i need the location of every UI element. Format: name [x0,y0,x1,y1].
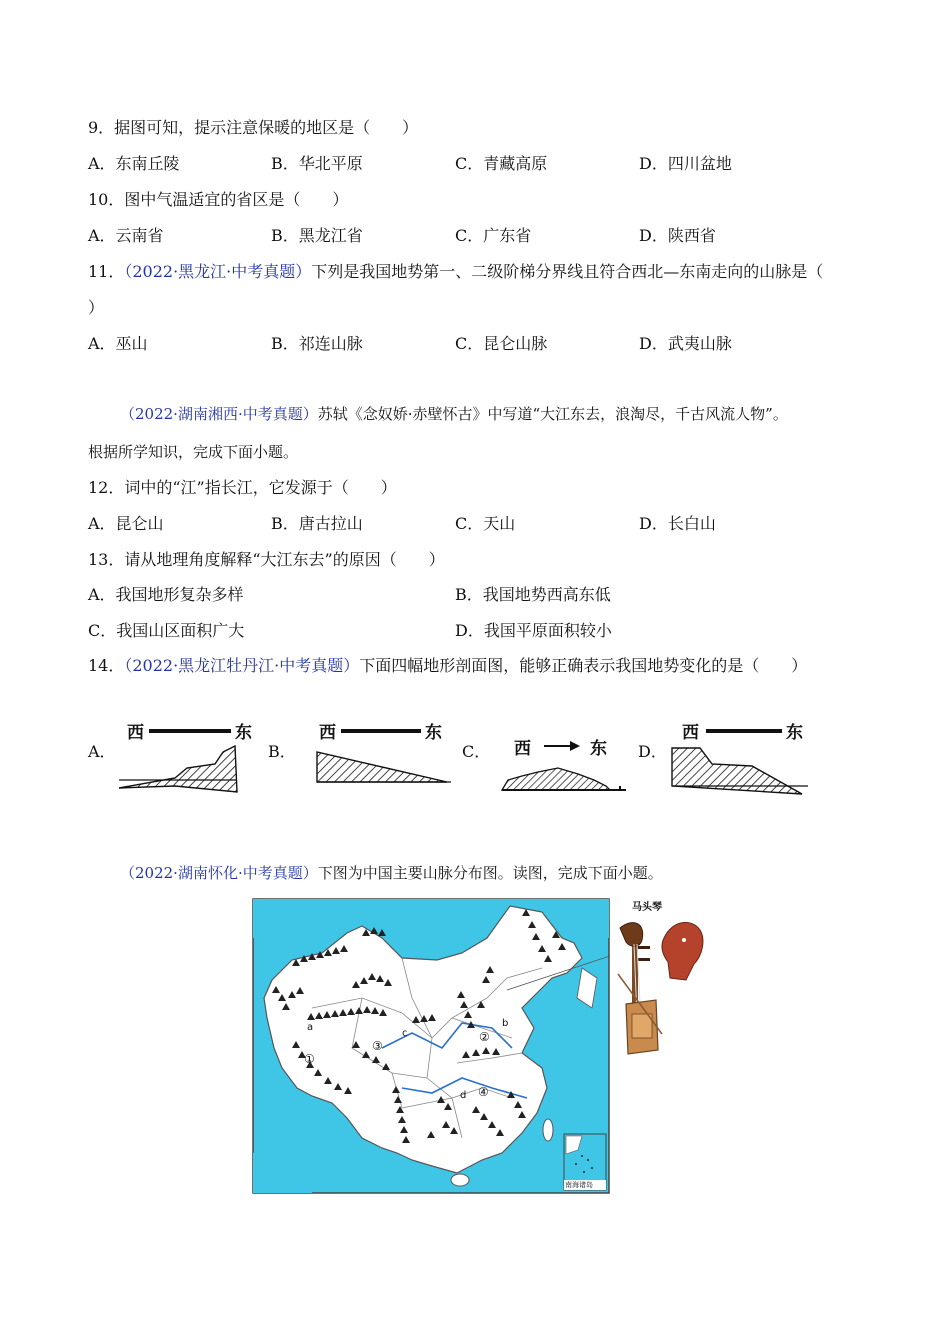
q11-stem: 11．（2022·黑龙江·中考真题）下列是我国地势第一、二级阶梯分界线且符合西北—东南走向的山脉是（ [88,262,824,281]
profile-a-graph [115,716,265,798]
profile-b-west: 西 [319,723,336,743]
svg-text:①: ① [304,1052,315,1066]
q14-option-c: C． [462,742,491,761]
intro12-text: 苏轼《念奴娇·赤壁怀古》中写道“大江东去，浪淘尽，千古风流人物”。 [317,405,788,423]
instrument-label: 马头琴 [632,902,662,913]
q11-option-d: D．武夷山脉 [639,334,732,353]
profile-d [668,716,813,798]
matouqin-graphic [612,914,708,1064]
intro15-text: 下图为中国主要山脉分布图。读图，完成下面小题。 [317,864,663,882]
q14-stem [88,656,807,676]
profile-d-east: 东 [786,723,803,743]
q10-stem: 10．图中气温适宜的省区是（ ） [88,190,349,209]
profile-c [498,734,633,798]
q11-stem-line2: ） [88,298,105,317]
profile-c-west: 西 [514,739,531,759]
profile-c-east: 东 [590,739,607,759]
svg-text:④: ④ [478,1085,489,1099]
q11-option-c: C．昆仑山脉 [455,334,548,353]
intro12-source: （2022·湖南湘西·中考真题） [120,405,318,423]
q9-stem: 9．据图可知，提示注意保暖的地区是（ ） [88,118,419,137]
q11-option-a: A．巫山 [88,334,148,353]
q13-option-a: A．我国地形复杂多样 [88,585,244,604]
profile-b-east: 东 [425,723,442,743]
china-mountain-map [252,898,610,1194]
q13-option-c: C．我国山区面积广大 [88,621,245,640]
q11-option-b: B．祁连山脉 [271,334,363,353]
intro15-source: （2022·湖南怀化·中考真题） [120,864,318,882]
q11-source: （2022·黑龙江·中考真题） [124,262,312,281]
q14-stem-text: 下面四幅地形剖面图，能够正确表示我国地势变化的是（ ） [359,656,808,675]
q12-option-b: B．唐古拉山 [271,514,363,533]
profile-b-graph [315,716,455,798]
q9-option-a: A．东南丘陵 [88,154,180,173]
svg-text:c: c [402,1028,408,1039]
q14-number: 14． [88,656,125,675]
profile-a [115,716,265,798]
svg-text:③: ③ [372,1039,383,1053]
q13-stem: 13．请从地理角度解释“大江东去”的原因（ ） [88,550,445,569]
q14-source: （2022·黑龙江牡丹江·中考真题） [124,656,360,675]
q14-option-b: B． [268,742,296,761]
profile-a-west: 西 [127,723,144,743]
profile-a-east: 东 [235,723,252,743]
intro15-line [120,863,663,883]
profile-c-graph [498,734,633,798]
q13-option-d: D．我国平原面积较小 [455,621,612,640]
q10-option-b: B．黑龙江省 [271,226,363,245]
q14-option-d: D． [638,742,667,761]
svg-text:a: a [307,1022,314,1033]
intro12-line1 [120,404,788,424]
q9-option-d: D．四川盆地 [639,154,732,173]
q9-option-c: C．青藏高原 [455,154,548,173]
q10-option-c: C．广东省 [455,226,532,245]
q13-option-b: B．我国地势西高东低 [455,585,611,604]
profile-b [315,716,455,798]
profile-d-west: 西 [682,723,699,743]
matouqin-illustration [612,902,708,1052]
q12-option-a: A．昆仑山 [88,514,164,533]
q10-option-a: A．云南省 [88,226,164,245]
svg-text:d: d [460,1090,467,1101]
q12-option-c: C．天山 [455,514,516,533]
svg-text:b: b [502,1018,509,1029]
svg-text:②: ② [479,1030,490,1044]
inset-label: 南海诸岛 [565,1181,593,1189]
intro12-line2: 根据所学知识，完成下面小题。 [88,443,299,461]
profile-d-graph [668,716,813,798]
q9-option-b: B．华北平原 [271,154,363,173]
china-map-graphic [252,898,610,1194]
q14-option-a: A． [88,742,116,761]
q12-stem: 12．词中的“江”指长江，它发源于（ ） [88,478,397,497]
q10-option-d: D．陕西省 [639,226,716,245]
q12-option-d: D．长白山 [639,514,716,533]
q11-stem-text: 下列是我国地势第一、二级阶梯分界线且符合西北—东南走向的山脉是（ [311,262,824,281]
